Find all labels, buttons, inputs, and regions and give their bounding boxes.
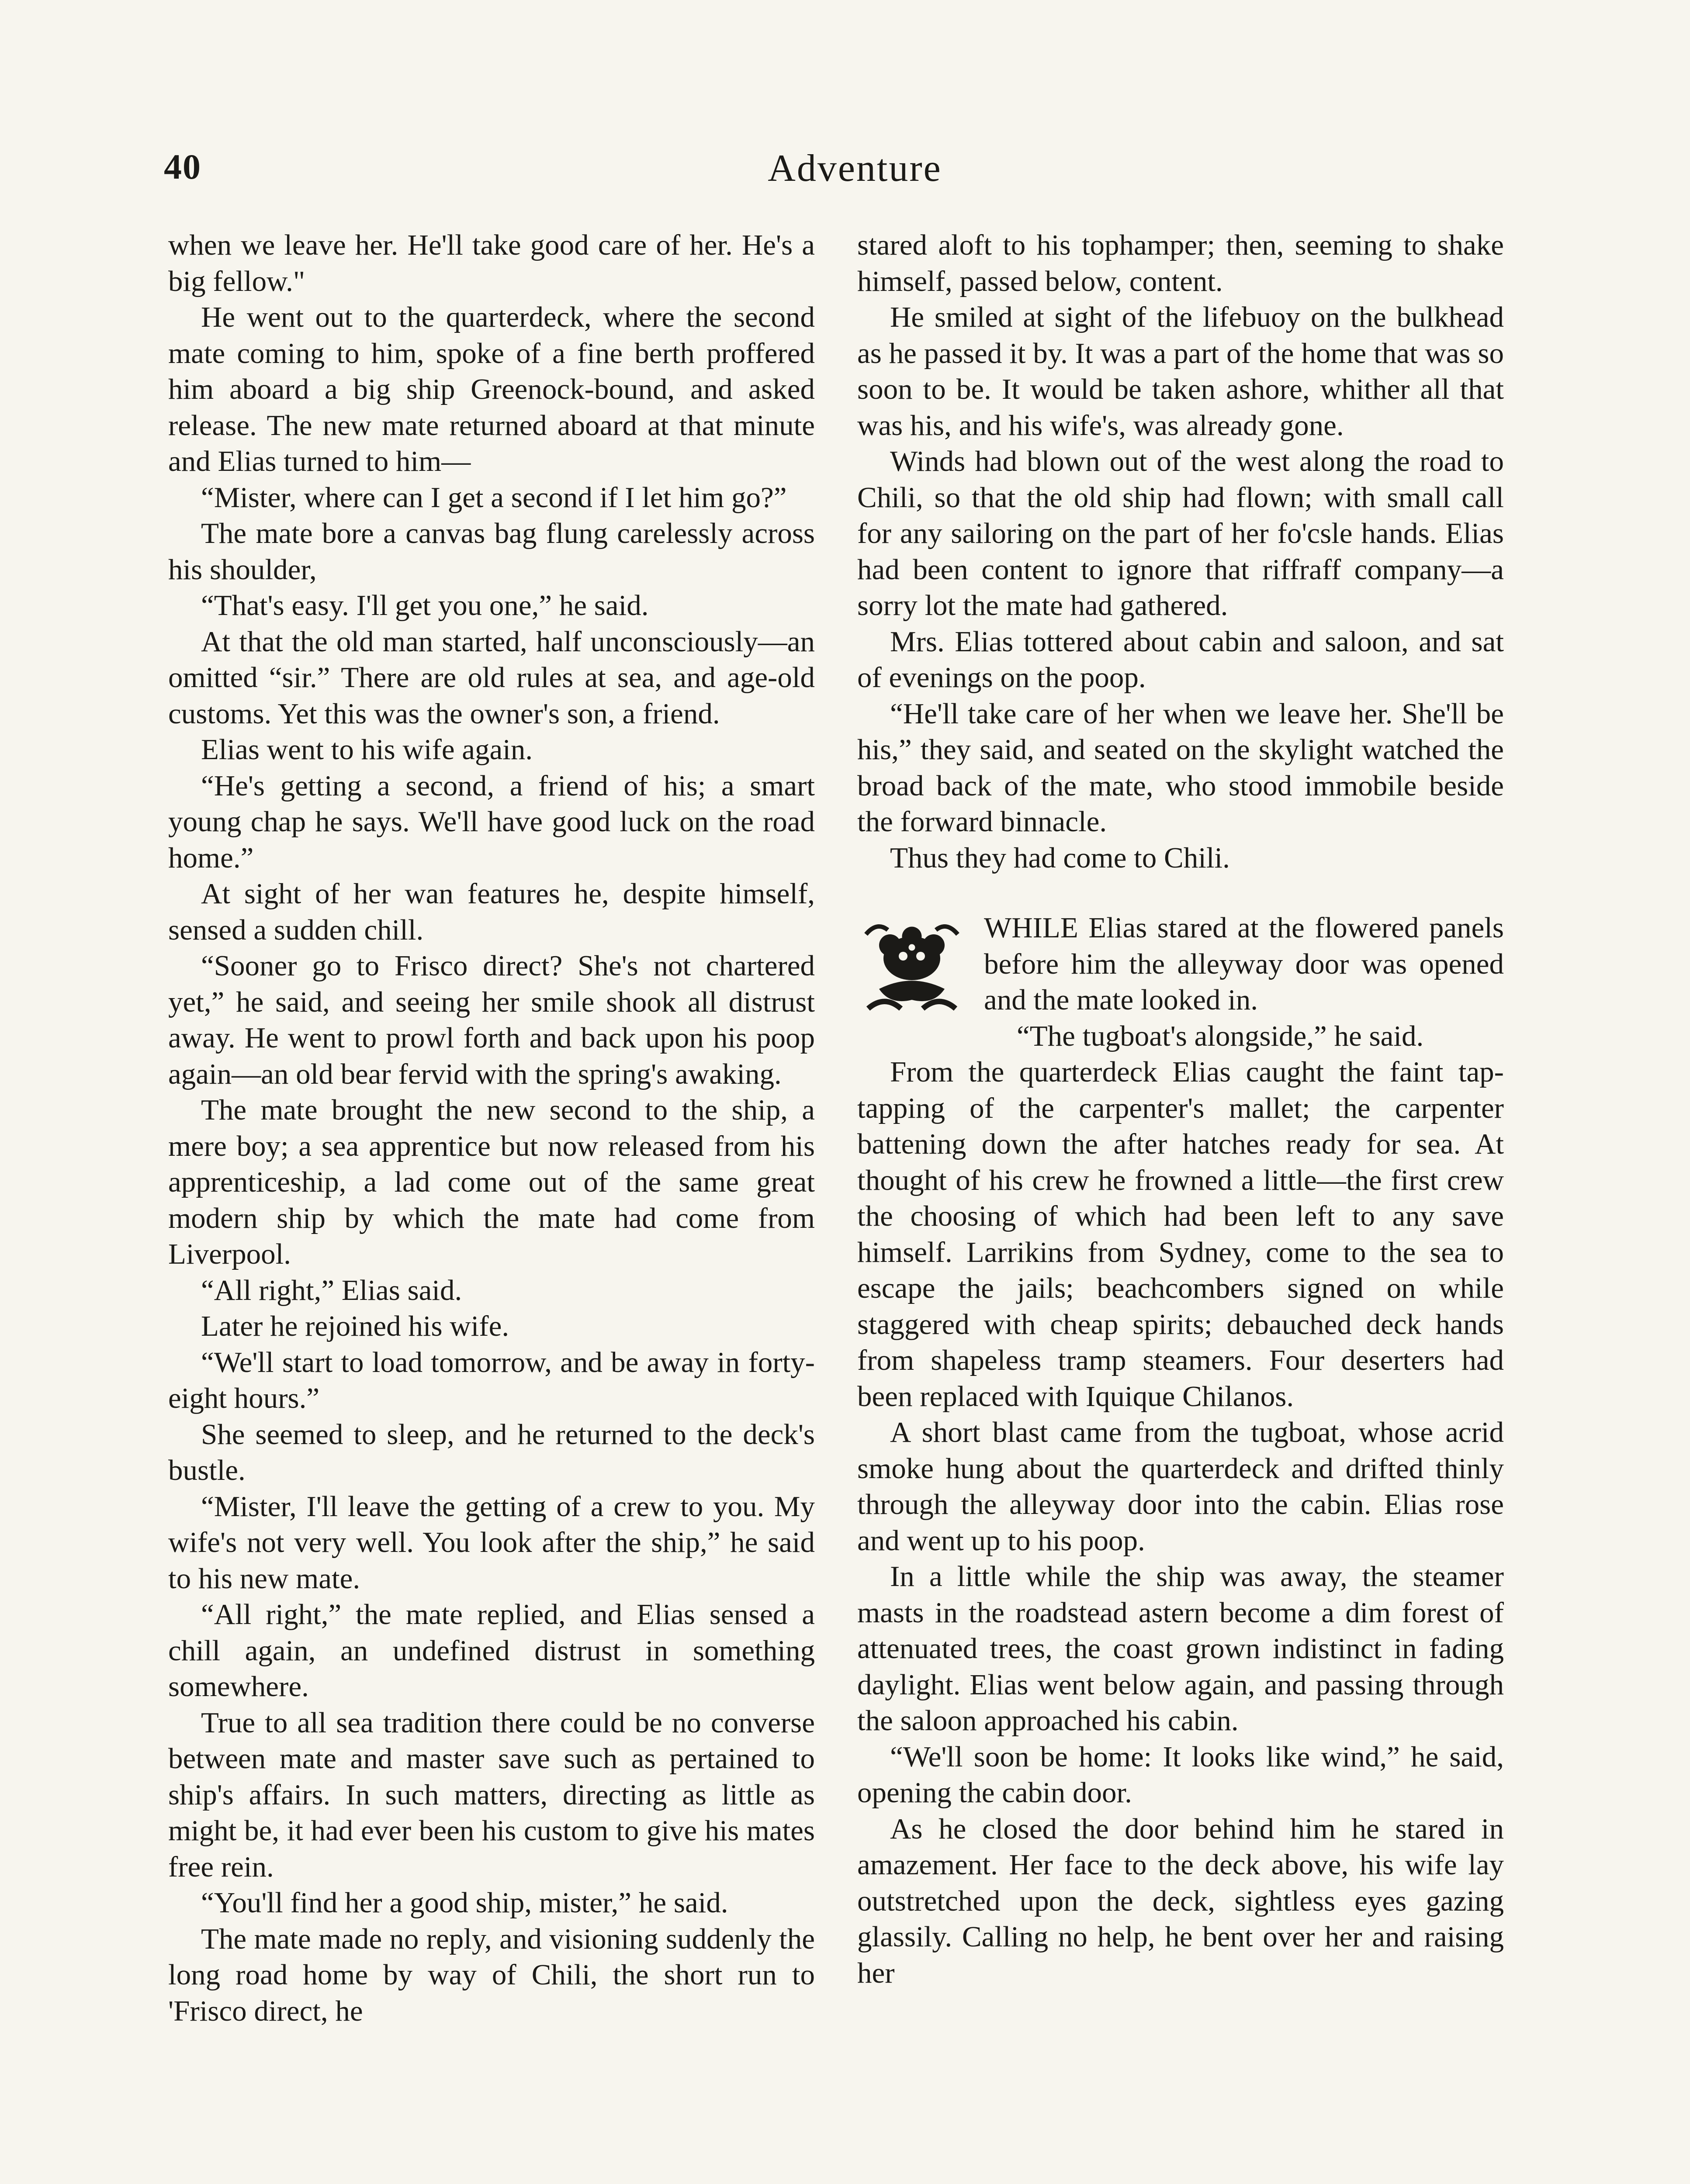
paragraph: He went out to the quarterdeck, where the second mate coming to him, spoke of a fine berth proffered him aboard a big ship Greenock-bound, and asked release. The new mate returned aboard at that minute and Elias turned to him— (168, 301, 815, 477)
paragraph: “We'll start to load tomorrow, and be away in forty-eight hours.” (168, 1346, 815, 1414)
paragraph: “Mister, where can I get a second if I let him go?” (201, 481, 787, 514)
section-lead-paragraph: WHILE Elias stared at the flowered panels before him the alleyway door was opened and the mate looked in. (984, 912, 1504, 1016)
paragraph: “All right,” Elias said. (201, 1274, 462, 1306)
paragraph: From the quarterdeck Elias caught the faint tap-tapping of the carpenter's mallet; the carpenter battening down the after hatches ready for sea. At thought of his crew he frowned a little—the first crew the choosing of which had been left to any save himself. Larrikins from Sydney, come to the sea to escape the jails; beachcombers signed on while staggered with cheap spirits; debauched deck hands from shapeless tramp steamers. Four deserters had been replaced with Iquique Chilanos. (857, 1056, 1504, 1413)
page-number: 40 (164, 147, 201, 187)
paragraph: As he closed the door behind him he stared in amazement. Her face to the deck above, his wife lay outstretched upon the deck, sightless eyes gazing glassily. Calling no help, he bent over her and raising her (857, 1812, 1504, 1989)
paragraph: He smiled at sight of the lifebuoy on the bulkhead as he passed it by. It was a part of the home that was so soon to be. It would be taken ashore, whither all that was his, and his wife's, was already gone. (857, 301, 1504, 442)
paragraph: “He's getting a second, a friend of his; a smart young chap he says. We'll have good luck on the road home.” (168, 769, 815, 874)
paragraph: She seemed to sleep, and he returned to the deck's bustle. (168, 1418, 815, 1486)
paragraph: “You'll find her a good ship, mister,” he said. (201, 1887, 728, 1919)
paragraph: At sight of her wan features he, despite himself, sensed a sudden chill. (168, 878, 815, 946)
floral-ornament-icon (857, 912, 966, 1022)
paragraph: Later he rejoined his wife. (201, 1310, 509, 1342)
section-break (857, 876, 1504, 910)
paragraph: At that the old man started, half unconsciously—an omitted “sir.” There are old rules at sea, and age-old customs. Yet this was the owner's son, a friend. (168, 625, 815, 730)
paragraph: “That's easy. I'll get you one,” he said. (201, 589, 649, 622)
paragraph: The mate made no reply, and visioning suddenly the long road home by way of Chili, the short run to 'Frisco direct, he (168, 1922, 815, 2027)
paragraph: “He'll take care of her when we leave her. She'll be his,” they said, and seated on the skylight watched the broad back of the mate, who stood immobile beside the forward binnacle. (857, 697, 1504, 838)
paragraph: The mate bore a canvas bag flung carelessly across his shoulder, (168, 517, 815, 586)
running-title: Adventure (768, 147, 942, 190)
paragraph: stared aloft to his tophamper; then, seeming to shake himself, passed below, content. (857, 229, 1504, 297)
right-column (857, 227, 1504, 1991)
left-column (168, 227, 815, 2029)
paragraph: Mrs. Elias tottered about cabin and saloon, and sat of evenings on the poop. (857, 625, 1504, 694)
paragraph: “Sooner go to Frisco direct? She's not chartered yet,” he said, and seeing her smile shook all distrust away. He went to prowl forth and back upon his poop again—an old bear fervid with the spring's awaking. (168, 950, 815, 1090)
paragraph: True to all sea tradition there could be no converse between mate and master save such as pertained to ship's affairs. In such matters, directing as little as might be, it had ever been his custom to give his mates free rein. (168, 1706, 815, 1883)
paragraph: The mate brought the new second to the ship, a mere boy; a sea apprentice but now released from his apprenticeship, a lad come out of the same great modern ship by which the mate had come from Liverpool. (168, 1094, 815, 1270)
page-header (164, 146, 1546, 194)
paragraph: Thus they had come to Chili. (890, 841, 1230, 874)
paragraph: when we leave her. He'll take good care of her. He's a big fellow." (168, 229, 815, 297)
paragraph: “All right,” the mate replied, and Elias sensed a chill again, an undefined distrust in something somewhere. (168, 1598, 815, 1703)
paragraph: A short blast came from the tugboat, whose acrid smoke hung about the quarterdeck and drifted thinly through the alleyway door into the cabin. Elias rose and went up to his poop. (857, 1416, 1504, 1557)
paragraph: Elias went to his wife again. (201, 733, 533, 766)
paragraph: Winds had blown out of the west along the road to Chili, so that the old ship had flown; with small call for any sailoring on the part of her fo'csle hands. Elias had been content to ignore that riffraff company—a sorry lot the mate had gathered. (857, 445, 1504, 622)
paragraph: “The tugboat's alongside,” he said. (1017, 1019, 1424, 1052)
paragraph: In a little while the ship was away, the steamer masts in the roadstead astern become a dim forest of attenuated trees, the coast grown indistinct in fading daylight. Elias went below again, and passing through the saloon approached his cabin. (857, 1560, 1504, 1737)
paragraph: “We'll soon be home: It looks like wind,” he said, opening the cabin door. (857, 1740, 1504, 1809)
paragraph: “Mister, I'll leave the getting of a crew to you. My wife's not very well. You look after the ship,” he said to his new mate. (168, 1490, 815, 1595)
